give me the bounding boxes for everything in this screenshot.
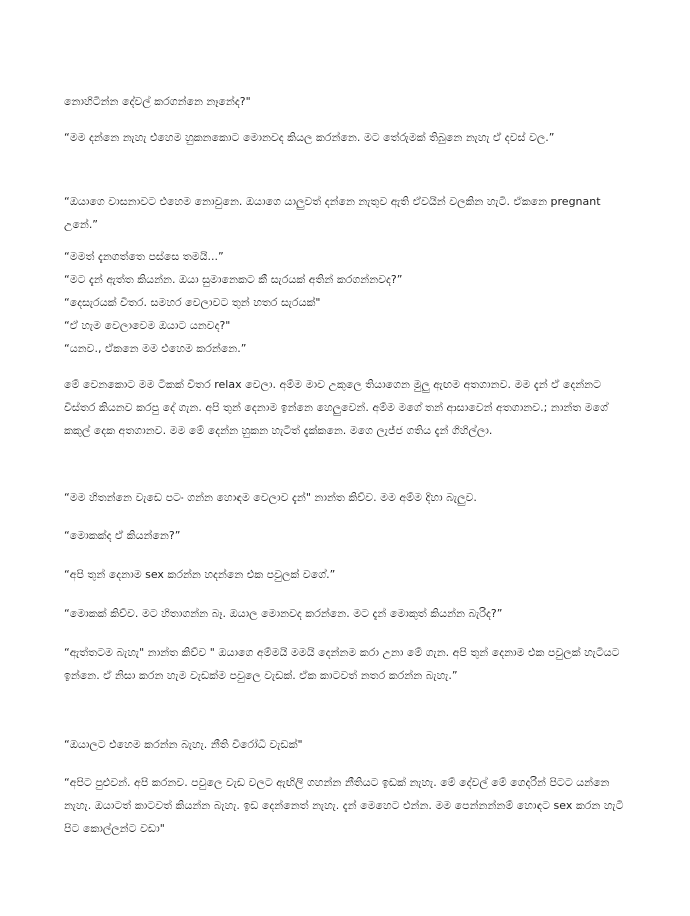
paragraph-14: “ඇත්තටම බැහැ" නාන්ත කිව්ව " ඔයාගෙ අම්මයි මමයි දෙන්නම කරා උනා මේ ගැන. අපි තුන් දෙනාම එක පවුලක් හැටියට ඉන්නෙ. ඒ නිසා කරන හැම වැඩක්ම පවුලෙ වැඩක්. ඒක කාටවත් නතර කරන්න බැහැ.”	[64, 646, 620, 682]
paragraph-16: “අපිට පුළුවන්. අපි කරනව. පවුලෙ වැඩ වලට ඇඟිලි ගහන්න නීතියට ඉඩක් නැහැ. මේ දේවල් මේ ගෙදරින් පිටට යන්නෙ නැහැ. ඔයාටත් කාටවත් කියන්න බැහැ. ඉඩ දෙන්නෙත් නැහැ. දැන් මෙහෙට එන්න. මම පෙන්නන්නම් හොඳට sex කරන හැටි පිට කොල්ලන්ට වඩා"	[64, 776, 624, 835]
paragraph-8: “යනව., ඒකනෙ මම එහෙම කරන්නෙ.”	[64, 342, 247, 355]
paragraph-13: “මොකක් කිව්ව. මට හිතාගන්න බෑ. ඔයාල මොනවද කරන්නෙ. මට දැන් මොකුත් කියන්න බැරිද?”	[64, 607, 503, 620]
paragraph-9: මේ වෙනකොට මම ටිකක් විතර relax වෙලා. අම්ම මාව උකුලෙ තියාගෙන මුලු ඇඟම අතගානව. මම දැන් ඒ දෙන්නට විස්තර කියනව කරපු දේ ගැන. අපි තුන් දෙනාම ඉන්නෙ හෙලුවෙන්. අම්ම මගේ තන් ආසාවෙන් අතගානව.; නාන්ත මගේ කකුල් දෙක අතගානව. මම මේ දෙන්න හුකන හැටිත් දැක්කනෙ. මගෙ ලැජ්ජ ගතිය දැන් ගිහිල්ලා.	[64, 378, 608, 437]
paragraph-7: “ඒ හැම වෙලාවෙම ඔයාට යනවද?"	[64, 319, 231, 332]
paragraph-5: “මට දැන් ඇත්ත කියන්න. ඔයා සුමානෙකට කී සැරයක් අතින් කරගන්නවද?”	[64, 273, 403, 286]
paragraph-10: “මම හිතන්නෙ වැඩෙ පටං ගන්න හොඳම වෙලාව දැන්" නාන්ත කිව්ව. මම අම්ම දිහා බැලුව.	[64, 491, 477, 504]
paragraph-2: “මම දන්නෙ නැහැ එහෙම හුකනකොට මොනවද කියල කරන්නෙ. මට තේරුමක් තිබුනෙ නැහැ ඒ දවස් වල.”	[64, 131, 555, 144]
paragraph-1: නොහිටින්න දේවල් කරගන්නෙ නෑනේද?"	[64, 95, 251, 108]
paragraph-6: “දෙසැරයක් විතර. සමහර වෙලාවට තුන් හතර සැරයක්"	[64, 296, 321, 309]
paragraph-11: “මොකක්ද ඒ කියන්නෙ?”	[64, 529, 181, 542]
paragraph-4: “මමත් දැනගත්තෙ පස්සෙ තමයි...”	[64, 250, 224, 263]
paragraph-15: “ඔයාලට එහෙම කරන්න බැහැ. නීති විරෝධී වැඩක්"	[64, 738, 303, 751]
paragraph-12: “අපි තුන් දෙනාම sex කරන්න හදන්නෙ එක පවුලක් වගේ.”	[64, 568, 336, 581]
paragraph-3: “ඔයාගෙ වාසනාවට එහෙම නොවුනෙ. ඔයාගෙ යාලුවත් දන්නෙ නැතුව ඇති ඒවයින් වලකින හැටි. ඒකනෙ pregnant උනේ.”	[64, 195, 601, 231]
